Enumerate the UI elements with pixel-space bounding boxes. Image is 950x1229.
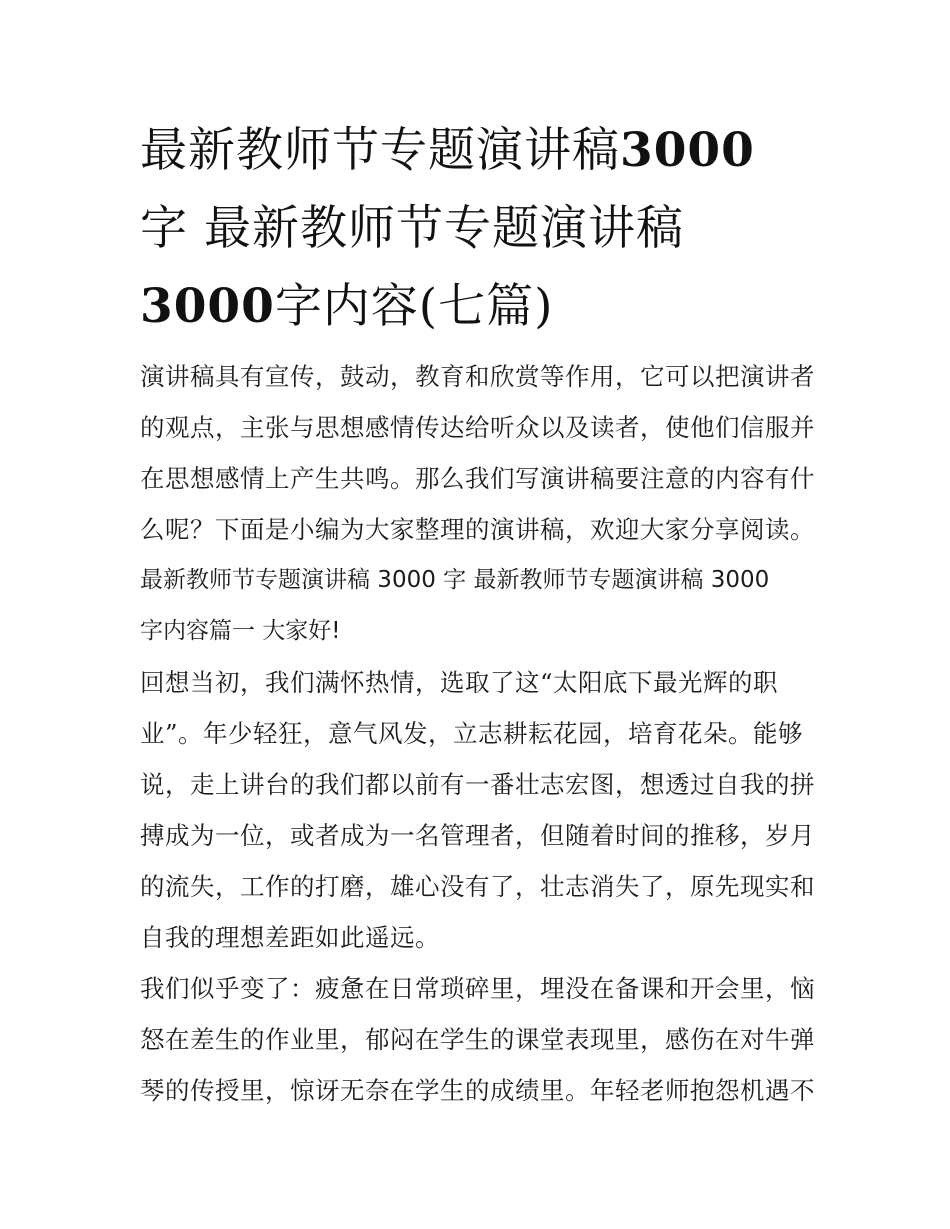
body-line: 回想当初，我们满怀热情，选取了这“太阳底下最光辉的职	[140, 668, 779, 697]
title-line-3: 3000字内容(七篇)	[140, 279, 554, 334]
body-line: 搏成为一位，或者成为一名管理者，但随着时间的推移，岁月	[140, 821, 815, 850]
body-line: 怒在差生的作业里，郁闷在学生的课堂表现里，感伤在对牛弹	[140, 1025, 815, 1054]
body-line: 我们似乎变了：疲惫在日常琐碎里，埋没在备课和开会里，恼	[140, 974, 815, 1003]
title-line-2: 字 最新教师节专题演讲稿	[140, 201, 684, 256]
body-line: 么呢？下面是小编为大家整理的演讲稿，欢迎大家分享阅读。	[140, 515, 815, 544]
document-title	[140, 112, 820, 346]
body-line: 在思想感情上产生共鸣。那么我们写演讲稿要注意的内容有什	[140, 464, 815, 493]
body-line: 的流失，工作的打磨，雄心没有了，壮志消失了，原先现实和	[140, 872, 815, 901]
body-line: 琴的传授里，惊讶无奈在学生的成绩里。年轻老师抱怨机遇不	[140, 1076, 815, 1105]
body-line: 业”。年少轻狂，意气风发，立志耕耘花园，培育花朵。能够	[140, 719, 804, 748]
section-heading-line: 字内容篇一 大家好!	[140, 618, 341, 644]
section-heading-line: 最新教师节专题演讲稿 3000 字 最新教师节专题演讲稿 3000	[140, 567, 770, 593]
title-number: 3000	[140, 279, 275, 334]
title-number: 3000	[620, 123, 755, 178]
body-line: 自我的理想差距如此遥远。	[140, 923, 440, 952]
body-line: 的观点，主张与思想感情传达给听众以及读者，使他们信服并	[140, 413, 815, 442]
title-line-1: 最新教师节专题演讲稿3000	[140, 123, 755, 178]
body-line: 说，走上讲台的我们都以前有一番壮志宏图，想透过自我的拼	[140, 770, 815, 799]
document-body	[140, 351, 820, 1116]
body-line: 演讲稿具有宣传，鼓动，教育和欣赏等作用，它可以把演讲者	[140, 362, 815, 391]
